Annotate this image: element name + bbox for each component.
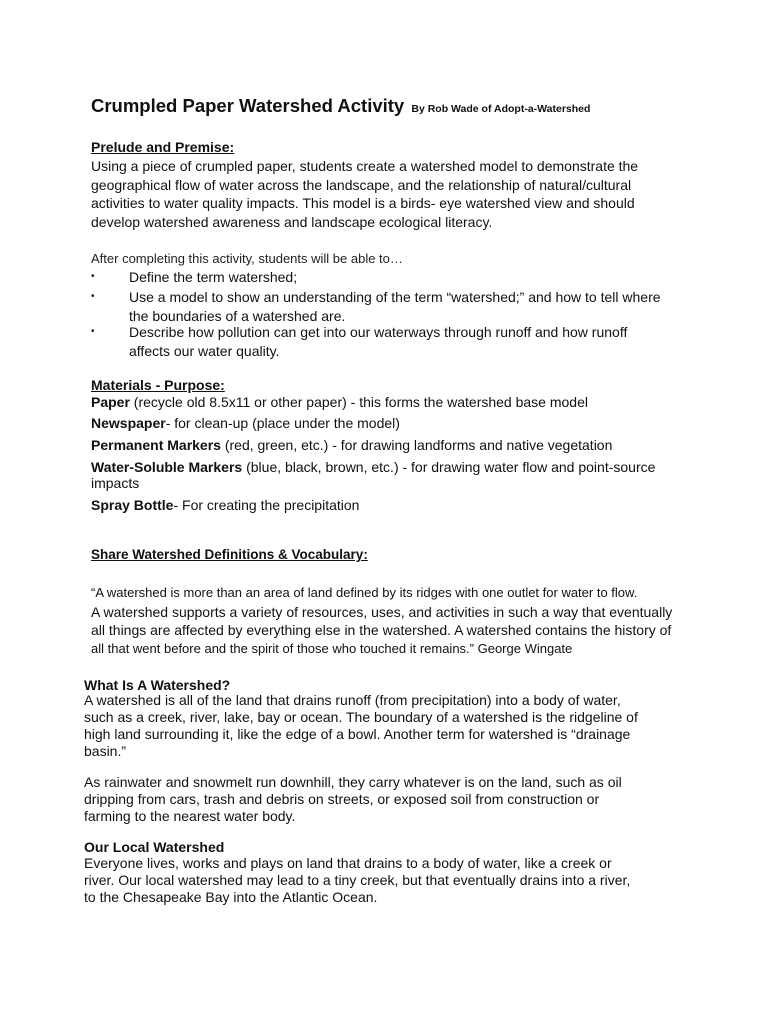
- bullet: •: [91, 291, 95, 302]
- document-title: [91, 95, 590, 117]
- material-item: [91, 437, 661, 453]
- runoff-line: dripping from cars, trash and debris on streets, or exposed soil from construction or: [84, 791, 600, 807]
- byline: By Rob Wade of Adopt-a-Watershed: [411, 103, 591, 115]
- runoff-line: farming to the nearest water body.: [84, 808, 296, 824]
- prelude-heading: Prelude and Premise:: [91, 139, 235, 155]
- material-desc: (recycle old 8.5x11 or other paper) - this forms the watershed base model: [129, 394, 588, 410]
- material-desc: - for clean-up (place under the model): [165, 415, 400, 431]
- material-item: [91, 497, 661, 513]
- objective-line: Describe how pollution can get into our waterways through runoff and how runoff: [129, 324, 628, 340]
- runoff-paragraph: [84, 774, 622, 825]
- local-line: to the Chesapeake Bay into the Atlantic Ocean.: [84, 889, 378, 905]
- objective-line: the boundaries of a watershed are.: [129, 307, 346, 324]
- material-name: Paper: [91, 394, 130, 410]
- prelude-line: activities to water quality impacts. This model is a birds- eye watershed view and should: [91, 195, 635, 211]
- local-heading: Our Local Watershed: [84, 839, 225, 855]
- material-name: Water-Soluble Markers: [91, 459, 243, 475]
- title-text: Crumpled Paper Watershed Activity: [91, 95, 405, 116]
- what-is-line: such as a creek, river, lake, bay or ocean. The boundary of a watershed is the ridgeline of: [84, 709, 638, 725]
- objective-line: Use a model to show an understanding of the term “watershed;” and how to tell where: [129, 289, 661, 305]
- material-item: [91, 394, 661, 410]
- material-desc: (blue, black, brown, etc.) - for drawing water flow and point-source impacts: [91, 459, 656, 491]
- material-name: Newspaper: [91, 415, 166, 431]
- prelude-line: develop watershed awareness and landscape ecological literacy.: [91, 213, 493, 230]
- runoff-line: As rainwater and snowmelt run downhill, they carry whatever is on the land, such as oil: [84, 774, 622, 790]
- material-name: Spray Bottle: [91, 497, 174, 513]
- what-is-line: basin.”: [84, 743, 127, 759]
- material-name: Permanent Markers: [91, 437, 221, 453]
- what-is-heading: What Is A Watershed?: [84, 677, 231, 693]
- prelude-line: geographical flow of water across the landscape, and the relationship of natural/cultural: [91, 176, 632, 193]
- objective-line: Define the term watershed;: [129, 269, 298, 285]
- bullet: •: [91, 271, 95, 282]
- local-paragraph: [84, 855, 630, 906]
- objective-line: affects our water quality.: [129, 342, 280, 359]
- material-desc: - For creating the precipitation: [173, 497, 360, 513]
- what-is-line: high land surrounding it, like the edge of a bowl. Another term for watershed is “drainage: [84, 726, 631, 742]
- definitions-heading: Share Watershed Definitions & Vocabulary:: [91, 547, 368, 562]
- quote-line: all things are affected by everything else in the watershed. A watershed contains the history of: [91, 622, 672, 638]
- quote-line: all that went before and the spirit of those who touched it remains.” George Wingate: [91, 640, 573, 656]
- objectives-intro: After completing this activity, students will be able to…: [91, 251, 403, 266]
- what-is-paragraph: [84, 692, 638, 760]
- prelude-line: Using a piece of crumpled paper, students create a watershed model to demonstrate the: [91, 158, 639, 174]
- quote-line: A watershed supports a variety of resources, uses, and activities in such a way that eventually: [91, 603, 673, 620]
- material-item: [91, 415, 661, 431]
- local-line: Everyone lives, works and plays on land that drains to a body of water, like a creek or: [84, 855, 612, 871]
- material-desc: (red, green, etc.) - for drawing landforms and native vegetation: [220, 437, 613, 453]
- materials-heading: Materials - Purpose:: [91, 377, 225, 393]
- definition-quote: [91, 584, 691, 658]
- quote-line: “A watershed is more than an area of land defined by its ridges with one outlet for water to flow.: [91, 585, 638, 600]
- material-item: [91, 459, 661, 491]
- what-is-line: A watershed is all of the land that drains runoff (from precipitation) into a body of water,: [84, 692, 621, 708]
- local-line: river. Our local watershed may lead to a tiny creek, but that eventually drains into a river,: [84, 872, 631, 888]
- prelude-paragraph: [91, 157, 638, 231]
- bullet: •: [91, 326, 95, 337]
